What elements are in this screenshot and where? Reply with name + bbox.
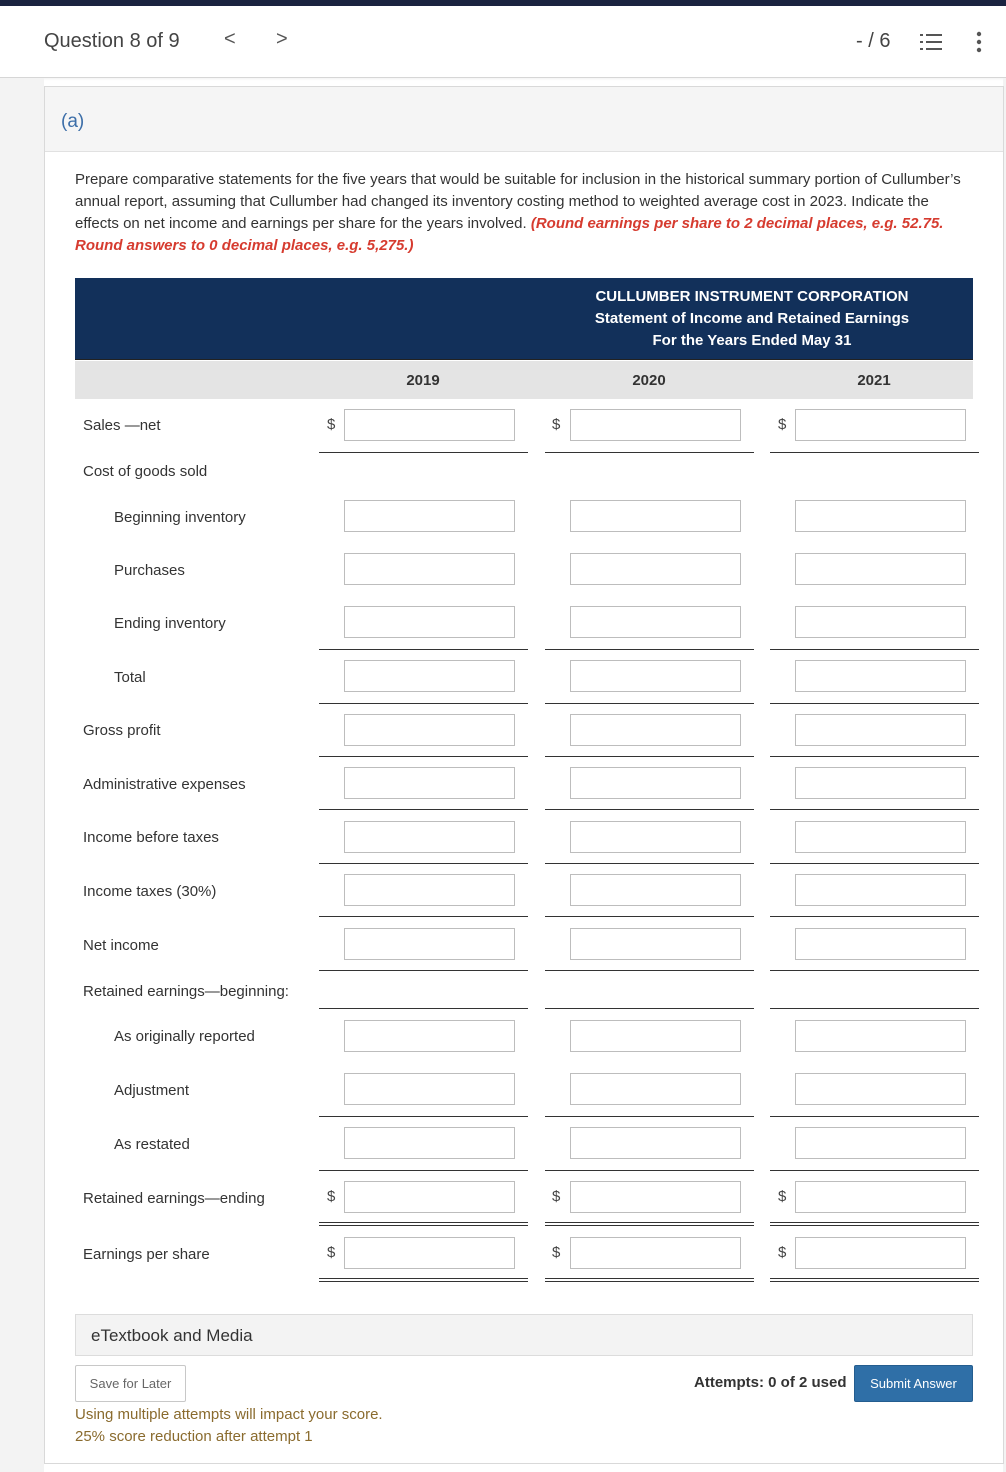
double-underline	[319, 1278, 528, 1282]
single-underline	[770, 916, 979, 917]
re-end-input-2019[interactable]	[344, 1181, 515, 1213]
single-underline	[319, 1008, 528, 1009]
orig-input-2019[interactable]	[344, 1020, 515, 1052]
more-options-icon[interactable]	[974, 31, 984, 53]
single-underline	[319, 970, 528, 971]
single-underline	[545, 756, 754, 757]
single-underline	[319, 649, 528, 650]
attempt-warning: Using multiple attempts will impact your score.	[75, 1406, 383, 1423]
double-underline	[545, 1222, 754, 1226]
year-2019: 2019	[406, 372, 440, 389]
eps-input-2019[interactable]	[344, 1237, 515, 1269]
eps-input-2021[interactable]	[795, 1237, 966, 1269]
single-underline	[545, 916, 754, 917]
single-underline	[545, 1116, 754, 1117]
admin-input-2019[interactable]	[344, 767, 515, 799]
row-label-eps: Earnings per share	[83, 1246, 210, 1263]
ibt-input-2021[interactable]	[795, 821, 966, 853]
sales-input-2019[interactable]	[344, 409, 515, 441]
single-underline	[770, 756, 979, 757]
row-label-admin: Administrative expenses	[83, 776, 246, 793]
double-underline	[545, 1278, 754, 1282]
year-2021: 2021	[857, 372, 891, 389]
beg-inv-input-2020[interactable]	[570, 500, 741, 532]
currency-symbol: $	[552, 1244, 561, 1261]
re-end-input-2020[interactable]	[570, 1181, 741, 1213]
score-reduction-note: 25% score reduction after attempt 1	[75, 1428, 313, 1445]
question-list-icon[interactable]	[920, 33, 942, 51]
gross-input-2020[interactable]	[570, 714, 741, 746]
row-label-beg-inv: Beginning inventory	[114, 509, 246, 526]
statement-header	[75, 278, 973, 360]
year-header-row	[75, 361, 973, 399]
end-inv-input-2019[interactable]	[344, 606, 515, 638]
single-underline	[319, 703, 528, 704]
admin-input-2021[interactable]	[795, 767, 966, 799]
ni-input-2021[interactable]	[795, 928, 966, 960]
single-underline	[770, 1116, 979, 1117]
admin-input-2020[interactable]	[570, 767, 741, 799]
single-underline	[770, 649, 979, 650]
sales-input-2020[interactable]	[570, 409, 741, 441]
single-underline	[545, 649, 754, 650]
row-label-adj: Adjustment	[114, 1082, 190, 1099]
ni-input-2020[interactable]	[570, 928, 741, 960]
ibt-input-2019[interactable]	[344, 821, 515, 853]
beg-inv-input-2019[interactable]	[344, 500, 515, 532]
adj-input-2021[interactable]	[795, 1073, 966, 1105]
single-underline	[319, 809, 528, 810]
sales-input-2021[interactable]	[795, 409, 966, 441]
single-underline	[545, 863, 754, 864]
single-underline	[545, 1008, 754, 1009]
orig-input-2020[interactable]	[570, 1020, 741, 1052]
restated-input-2020[interactable]	[570, 1127, 741, 1159]
currency-symbol: $	[327, 1188, 336, 1205]
single-underline	[770, 1008, 979, 1009]
currency-symbol: $	[327, 416, 336, 433]
restated-input-2019[interactable]	[344, 1127, 515, 1159]
double-underline	[770, 1278, 979, 1282]
submit-answer-button[interactable]: Submit Answer	[854, 1365, 973, 1402]
left-gutter	[0, 78, 44, 1472]
tax-input-2021[interactable]	[795, 874, 966, 906]
single-underline	[545, 970, 754, 971]
company-name: CULLUMBER INSTRUMENT CORPORATION	[595, 288, 909, 305]
end-inv-input-2021[interactable]	[795, 606, 966, 638]
single-underline	[319, 756, 528, 757]
ni-input-2019[interactable]	[344, 928, 515, 960]
row-label-cogs: Cost of goods sold	[83, 463, 208, 480]
year-2020: 2020	[632, 372, 666, 389]
statement-title: Statement of Income and Retained Earnings	[594, 310, 910, 327]
single-underline	[545, 809, 754, 810]
end-inv-input-2020[interactable]	[570, 606, 741, 638]
row-label-end-inv: Ending inventory	[114, 615, 226, 632]
row-label-ibt: Income before taxes	[83, 829, 219, 846]
currency-symbol: $	[778, 1244, 787, 1261]
purchases-input-2020[interactable]	[570, 553, 741, 585]
single-underline	[319, 1170, 528, 1171]
single-underline	[770, 970, 979, 971]
orig-input-2021[interactable]	[795, 1020, 966, 1052]
restated-input-2021[interactable]	[795, 1127, 966, 1159]
etextbook-link[interactable]: eTextbook and Media	[91, 1326, 253, 1345]
row-label-sales: Sales —net	[83, 417, 161, 434]
question-counter: Question 8 of 9	[44, 30, 180, 52]
row-label-ni: Net income	[83, 937, 159, 954]
single-underline	[545, 1170, 754, 1171]
single-underline	[770, 809, 979, 810]
double-underline	[770, 1222, 979, 1226]
row-label-re-end: Retained earnings—ending	[83, 1190, 265, 1207]
single-underline	[770, 863, 979, 864]
tax-input-2019[interactable]	[344, 874, 515, 906]
instructions-text: Prepare comparative statements for the five years that would be suitable for inclusion in the historical summary portion of Cullumber’s annual report, assuming that Cullumber had changed its inventory costing method to weighted average cost in 2023. Indicate the effects on net income and earnings per share for the years involved.	[75, 171, 961, 232]
beg-inv-input-2021[interactable]	[795, 500, 966, 532]
row-label-total: Total	[114, 669, 146, 686]
statement-period: For the Years Ended May 31	[652, 332, 852, 349]
rounding-note: (Round earnings per share to 2 decimal places, e.g. 52.75. Round answers to 0 decimal places, e.g. 5,275.)	[75, 215, 944, 254]
row-label-tax: Income taxes (30%)	[83, 883, 217, 900]
attempts-counter: Attempts: 0 of 2 used	[694, 1374, 847, 1391]
single-underline	[319, 452, 528, 453]
next-question-button[interactable]: >	[276, 28, 288, 50]
currency-symbol: $	[778, 1188, 787, 1205]
single-underline	[770, 452, 979, 453]
adj-input-2019[interactable]	[344, 1073, 515, 1105]
etextbook-media-bar[interactable]	[75, 1314, 973, 1356]
tax-input-2020[interactable]	[570, 874, 741, 906]
purchases-input-2021[interactable]	[795, 553, 966, 585]
part-label: (a)	[61, 111, 85, 132]
row-label-re-beg: Retained earnings—beginning:	[83, 983, 289, 1000]
score-display: - / 6	[856, 30, 891, 52]
currency-symbol: $	[778, 416, 787, 433]
single-underline	[319, 916, 528, 917]
total-input-2019[interactable]	[344, 660, 515, 692]
question-header	[0, 6, 1006, 78]
previous-question-button[interactable]: <	[224, 28, 236, 50]
single-underline	[319, 1116, 528, 1117]
row-label-purchases: Purchases	[114, 562, 185, 579]
currency-symbol: $	[327, 1244, 336, 1261]
re-end-input-2021[interactable]	[795, 1181, 966, 1213]
single-underline	[319, 863, 528, 864]
single-underline	[770, 703, 979, 704]
currency-symbol: $	[552, 416, 561, 433]
part-header	[45, 87, 1003, 152]
purchases-input-2019[interactable]	[344, 553, 515, 585]
total-input-2021[interactable]	[795, 660, 966, 692]
single-underline	[545, 452, 754, 453]
single-underline	[545, 703, 754, 704]
gross-input-2021[interactable]	[795, 714, 966, 746]
row-label-gross: Gross profit	[83, 722, 161, 739]
total-input-2020[interactable]	[570, 660, 741, 692]
single-underline	[770, 1170, 979, 1171]
double-underline	[319, 1222, 528, 1226]
adj-input-2020[interactable]	[570, 1073, 741, 1105]
eps-input-2020[interactable]	[570, 1237, 741, 1269]
ibt-input-2020[interactable]	[570, 821, 741, 853]
instructions	[75, 169, 975, 257]
gross-input-2019[interactable]	[344, 714, 515, 746]
currency-symbol: $	[552, 1188, 561, 1205]
save-for-later-button[interactable]: Save for Later	[75, 1365, 186, 1402]
row-label-orig: As originally reported	[114, 1028, 255, 1045]
row-label-restated: As restated	[114, 1136, 190, 1153]
